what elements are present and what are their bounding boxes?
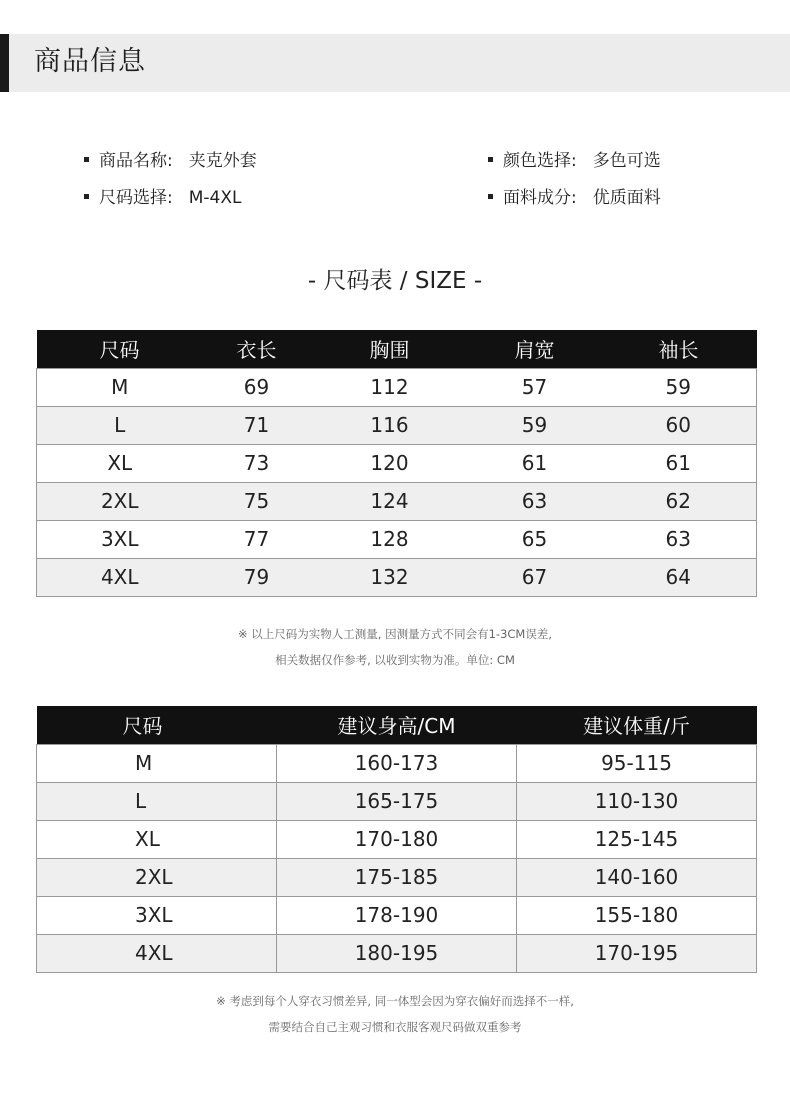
table-header-row	[37, 330, 757, 368]
table-cell: 57	[469, 368, 601, 406]
table-cell: 3XL	[37, 520, 203, 558]
table-row	[37, 520, 757, 558]
table-row	[37, 482, 757, 520]
table-cell: 95-115	[517, 744, 757, 782]
info-value: 夹克外套	[188, 151, 257, 171]
section-title: 商品信息	[34, 46, 146, 77]
table-cell: 178-190	[277, 896, 517, 934]
table-cell: XL	[37, 444, 203, 482]
info-label: 颜色选择:	[503, 151, 577, 171]
info-fabric	[488, 187, 661, 209]
table-cell: 79	[203, 558, 311, 596]
info-color	[488, 150, 661, 172]
table-cell: 110-130	[517, 782, 757, 820]
fit-table	[36, 706, 757, 973]
info-value: 优质面料	[592, 188, 661, 208]
table-cell: 120	[311, 444, 469, 482]
bullet-icon	[84, 194, 89, 199]
table-row	[37, 368, 757, 406]
table-cell: 69	[203, 368, 311, 406]
table-cell: M	[37, 744, 277, 782]
table-cell: 2XL	[37, 858, 277, 896]
column-header: 建议体重/斤	[517, 706, 757, 744]
table-row	[37, 782, 757, 820]
table-cell: 140-160	[517, 858, 757, 896]
header-accent-bar	[0, 34, 9, 92]
table-cell: 4XL	[37, 934, 277, 972]
info-label: 商品名称:	[99, 151, 173, 171]
column-header: 肩宽	[469, 330, 601, 368]
column-header: 衣长	[203, 330, 311, 368]
table-row	[37, 744, 757, 782]
bullet-icon	[488, 157, 493, 162]
table-cell: 64	[601, 558, 757, 596]
table-row	[37, 558, 757, 596]
table-cell: 65	[469, 520, 601, 558]
table-cell: 116	[311, 406, 469, 444]
table-cell: 165-175	[277, 782, 517, 820]
table-cell: 160-173	[277, 744, 517, 782]
table-header-row	[37, 706, 757, 744]
table-cell: XL	[37, 820, 277, 858]
note-line: ※ 考虑到每个人穿衣习惯差异, 同一体型会因为穿衣偏好而选择不一样,	[216, 994, 574, 1008]
fit-note	[0, 988, 790, 1040]
info-size	[84, 187, 241, 209]
table-cell: 112	[311, 368, 469, 406]
table-cell: 180-195	[277, 934, 517, 972]
note-line: ※ 以上尺码为实物人工测量, 因测量方式不同会有1-3CM误差,	[238, 627, 552, 641]
column-header: 尺码	[37, 706, 277, 744]
table-cell: 61	[469, 444, 601, 482]
table-cell: L	[37, 406, 203, 444]
table-cell: M	[37, 368, 203, 406]
info-product-name	[84, 150, 257, 172]
bullet-icon	[488, 194, 493, 199]
table-cell: 77	[203, 520, 311, 558]
table-cell: 4XL	[37, 558, 203, 596]
bullet-icon	[84, 157, 89, 162]
table-cell: 2XL	[37, 482, 203, 520]
table-cell: 125-145	[517, 820, 757, 858]
table-cell: L	[37, 782, 277, 820]
table-cell: 132	[311, 558, 469, 596]
table-cell: 67	[469, 558, 601, 596]
table-cell: 155-180	[517, 896, 757, 934]
table-row	[37, 896, 757, 934]
size-chart-title: - 尺码表 / SIZE -	[307, 268, 483, 294]
table-cell: 62	[601, 482, 757, 520]
info-label: 尺码选择:	[99, 188, 173, 208]
table-cell: 75	[203, 482, 311, 520]
table-cell: 3XL	[37, 896, 277, 934]
table-cell: 61	[601, 444, 757, 482]
table-cell: 59	[601, 368, 757, 406]
column-header: 胸围	[311, 330, 469, 368]
table-cell: 170-195	[517, 934, 757, 972]
column-header: 袖长	[601, 330, 757, 368]
table-cell: 63	[469, 482, 601, 520]
info-value: 多色可选	[592, 151, 661, 171]
table-row	[37, 444, 757, 482]
note-line: 相关数据仅作参考, 以收到实物为准。单位: CM	[275, 653, 515, 667]
size-table	[36, 330, 757, 597]
table-row	[37, 406, 757, 444]
column-header: 尺码	[37, 330, 203, 368]
table-cell: 124	[311, 482, 469, 520]
table-cell: 63	[601, 520, 757, 558]
info-value: M-4XL	[188, 188, 242, 208]
table-row	[37, 820, 757, 858]
table-cell: 73	[203, 444, 311, 482]
info-label: 面料成分:	[503, 188, 577, 208]
note-line: 需要结合自己主观习惯和衣服客观尺码做双重参考	[268, 1020, 522, 1034]
table-cell: 175-185	[277, 858, 517, 896]
table-cell: 60	[601, 406, 757, 444]
table-row	[37, 858, 757, 896]
table-cell: 59	[469, 406, 601, 444]
table-row	[37, 934, 757, 972]
table-cell: 71	[203, 406, 311, 444]
table-cell: 128	[311, 520, 469, 558]
measurement-note	[0, 621, 790, 673]
section-header	[0, 34, 790, 92]
column-header: 建议身高/CM	[277, 706, 517, 744]
table-cell: 170-180	[277, 820, 517, 858]
